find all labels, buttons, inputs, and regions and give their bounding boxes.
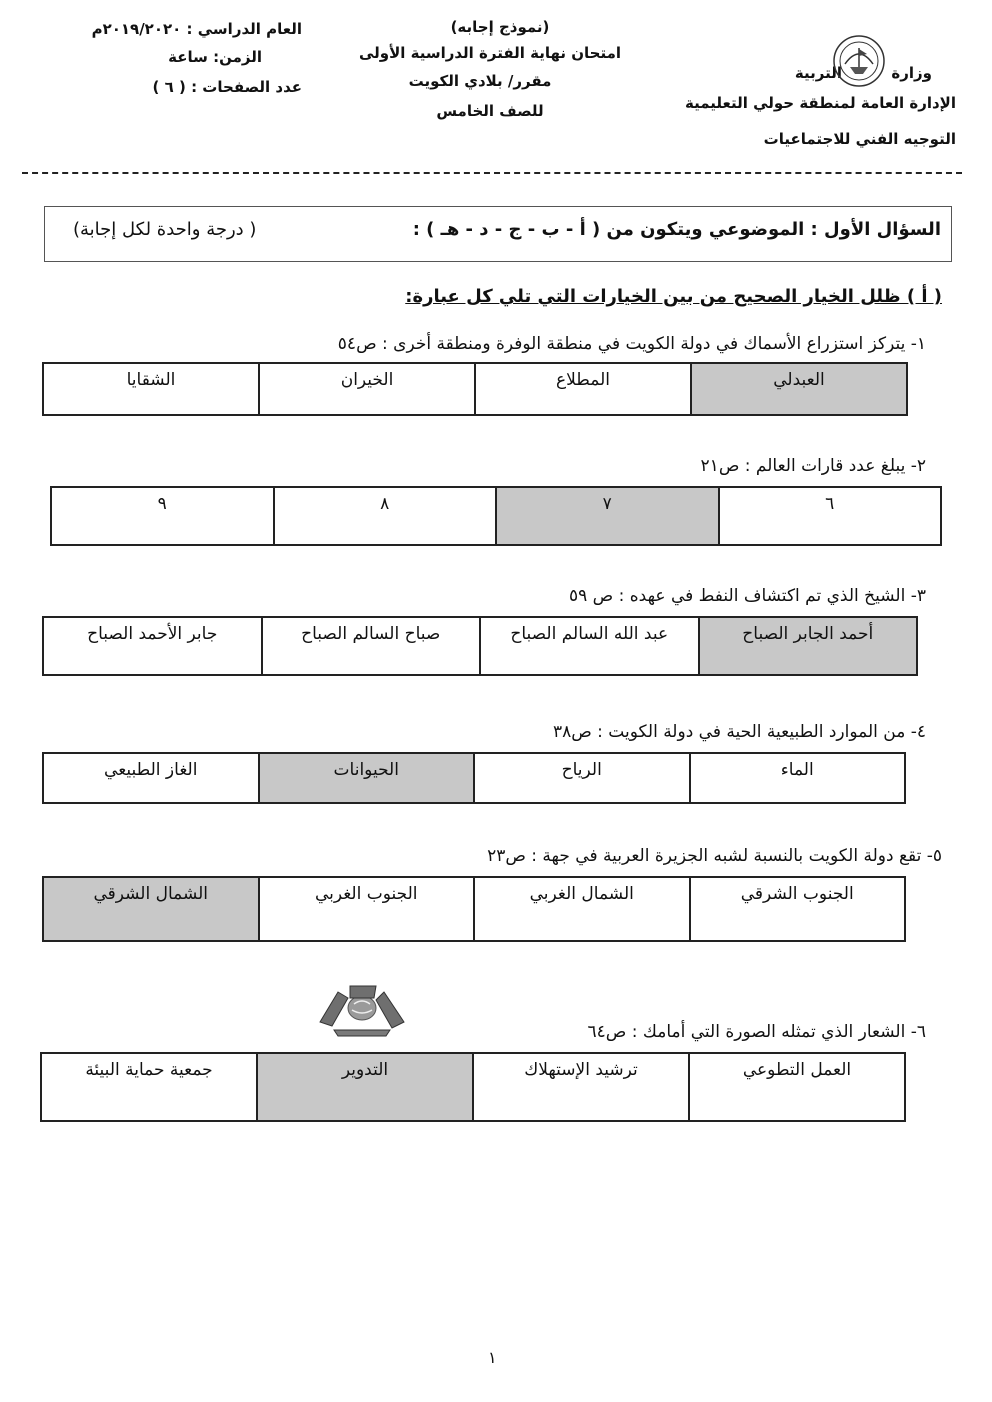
item-2-options [50, 486, 942, 546]
ministry-label-a: وزارة [891, 64, 932, 82]
item-4-option-4[interactable]: الغاز الطبيعي [43, 753, 259, 803]
answer-model-label: (نموذج إجابه) [450, 18, 550, 36]
page-count: عدد الصفحات : ( ٦ ) [152, 78, 302, 96]
item-5-options [42, 876, 906, 942]
item-2-option-3[interactable]: ٨ [274, 487, 497, 545]
item-6-option-4[interactable]: جمعية حماية البيئة [41, 1053, 257, 1121]
item-2-option-4[interactable]: ٩ [51, 487, 274, 545]
question-title: السؤال الأول : الموضوعي ويتكون من ( أ - ب - ج - د - هـ ) : [412, 219, 941, 240]
item-3-option-3[interactable]: صباح السالم الصباح [262, 617, 481, 675]
item-6-option-1[interactable]: العمل التطوعي [689, 1053, 905, 1121]
item-4-stem: ٤- من الموارد الطبيعية الحية في دولة الكويت : ص٣٨ [552, 722, 926, 742]
question-box [44, 206, 952, 262]
section-a-instruction: ( أ ) ظلل الخيار الصحيح من بين الخيارات التي تلي كل عبارة: [405, 286, 942, 307]
item-1-option-3[interactable]: الخيران [259, 363, 475, 415]
item-1-option-1[interactable]: العبدلي [691, 363, 907, 415]
item-6-option-3[interactable]: التدوير [257, 1053, 473, 1121]
item-2-option-1[interactable]: ٦ [719, 487, 942, 545]
item-4-options [42, 752, 906, 804]
item-4-option-3[interactable]: الحيوانات [259, 753, 475, 803]
course-line: مقرر/ بلادي الكويت [408, 72, 552, 90]
item-2-option-2[interactable]: ٧ [496, 487, 719, 545]
item-6-options [40, 1052, 906, 1122]
item-5-option-4[interactable]: الشمال الشرقي [43, 877, 259, 941]
school-year: العام الدراسي : ٢٠١٩/٢٠٢٠م [91, 20, 302, 38]
kuwait-emblem-icon [832, 34, 886, 88]
item-1-options [42, 362, 908, 416]
item-5-stem: ٥- تقع دولة الكويت بالنسبة لشبه الجزيرة العربية في جهة : ص٢٣ [487, 846, 942, 866]
item-5-option-3[interactable]: الجنوب الغربي [259, 877, 475, 941]
guidance-line: التوجيه الفني للاجتماعيات [763, 130, 956, 148]
item-5-option-2[interactable]: الشمال الغربي [474, 877, 690, 941]
item-1-stem: ١- يتركز استزراع الأسماك في دولة الكويت في منطقة الوفرة ومنطقة أخرى : ص٥٤ [337, 334, 926, 354]
exam-title: امتحان نهاية الفترة الدراسية الأولى [358, 44, 622, 62]
item-3-option-1[interactable]: أحمد الجابر الصباح [699, 617, 918, 675]
recycle-icon [314, 978, 410, 1038]
item-1-option-2[interactable]: المطلاع [475, 363, 691, 415]
item-6-stem: ٦- الشعار الذي تمثله الصورة التي أمامك : ص٦٤ [587, 1022, 926, 1042]
item-3-options [42, 616, 918, 676]
directorate-line: الإدارة العامة لمنطقة حولي التعليمية [684, 94, 956, 112]
item-1-option-4[interactable]: الشقايا [43, 363, 259, 415]
page-number: ١ [488, 1348, 497, 1367]
item-3-option-4[interactable]: جابر الأحمد الصباح [43, 617, 262, 675]
item-3-option-2[interactable]: عبد الله السالم الصباح [480, 617, 699, 675]
grade-line: للصف الخامس [436, 102, 544, 120]
header-divider [22, 172, 962, 174]
item-2-stem: ٢- يبلغ عدد قارات العالم : ص٢١ [700, 456, 926, 476]
item-5-option-1[interactable]: الجنوب الشرقي [690, 877, 906, 941]
item-4-option-1[interactable]: الماء [690, 753, 906, 803]
item-4-option-2[interactable]: الرياح [474, 753, 690, 803]
item-6-option-2[interactable]: ترشيد الإستهلاك [473, 1053, 689, 1121]
exam-duration: الزمن: ساعة [168, 48, 262, 66]
question-mark: ( درجة واحدة لكل إجابة) [73, 219, 257, 240]
ministry-label-b: التربية [794, 64, 842, 82]
item-3-stem: ٣- الشيخ الذي تم اكتشاف النفط في عهده : ص ٥٩ [569, 586, 926, 606]
